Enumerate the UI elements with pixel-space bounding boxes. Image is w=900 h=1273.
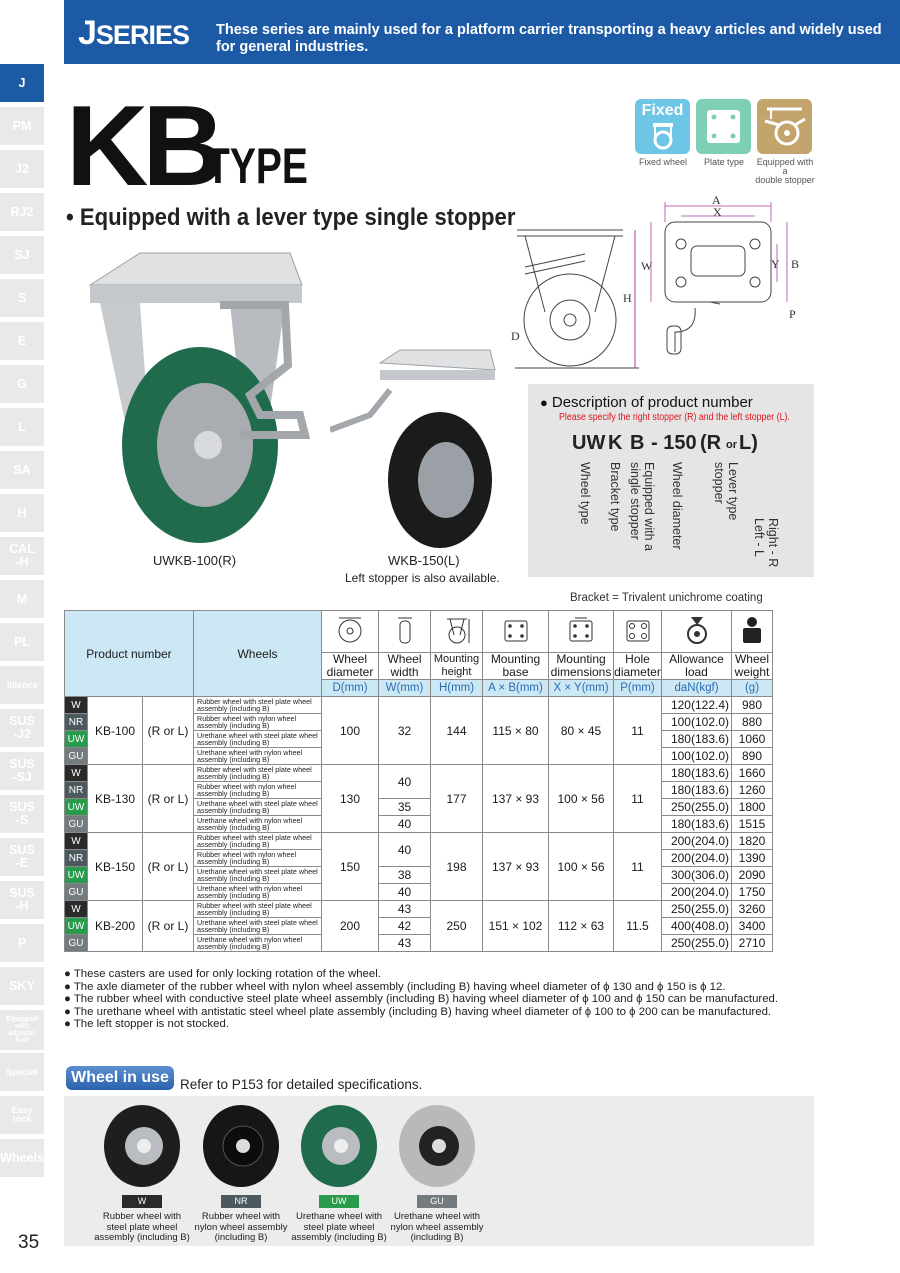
side-tab[interactable]: CAL -H	[0, 537, 44, 575]
weight-cell: 1800	[732, 799, 773, 816]
side-tab[interactable]: SUS -SJ	[0, 752, 44, 790]
wheel-desc-cell: Urethane wheel with steel plate wheel assembly (including B)	[194, 918, 322, 935]
wheel-code-cell: UW	[65, 799, 88, 816]
unit-hole: P(mm)	[614, 680, 662, 697]
model-cell: KB-130	[88, 765, 143, 833]
rl-cell: (R or L)	[143, 833, 194, 901]
col-wheel-weight: Wheel weight	[732, 653, 773, 680]
side-tab[interactable]: J	[0, 64, 44, 102]
wheel-in-use-ref: Refer to P153 for detailed specifications.	[180, 1077, 423, 1092]
dimension-drawing	[505, 192, 815, 372]
load-cell: 250(255.0)	[662, 799, 732, 816]
weight-cell: 1515	[732, 816, 773, 833]
wheel-desc-cell: Rubber wheel with nylon wheel assembly (including B)	[194, 782, 322, 799]
side-tab[interactable]: L	[0, 408, 44, 446]
plate-type-badge	[696, 99, 751, 154]
unit-base: A × B(mm)	[483, 680, 549, 697]
side-tab[interactable]: PM	[0, 107, 44, 145]
weight-cell: 1820	[732, 833, 773, 850]
load-cell: 250(255.0)	[662, 901, 732, 918]
height-cell: 177	[431, 765, 483, 833]
icon-mounting-dimensions	[549, 611, 614, 653]
badge-caption-plate: Plate type	[703, 157, 745, 167]
wheel-desc-cell: Rubber wheel with nylon wheel assembly (including B)	[194, 714, 322, 731]
description-note: Please specify the right stopper (R) and the left stopper (L).	[559, 412, 790, 423]
side-tab[interactable]: P	[0, 924, 44, 962]
note-item: ● The rubber wheel with conductive steel plate wheel assembly (including B) having wheel diameter of ϕ 100 and ϕ 150 can be manufactured.	[64, 993, 779, 1006]
side-tab[interactable]: J2	[0, 150, 44, 188]
weight-cell: 3400	[732, 918, 773, 935]
label-single-stopper: Equipped with a single stopper	[628, 462, 656, 551]
wheel-desc-cell: Urethane wheel with steel plate wheel assembly (including B)	[194, 799, 322, 816]
unit-width: W(mm)	[379, 680, 431, 697]
label-wheel-type: Wheel type	[578, 462, 592, 525]
weight-cell: 980	[732, 697, 773, 714]
badge-caption-double: Equipped with a double stopper	[755, 157, 815, 185]
load-cell: 100(102.0)	[662, 748, 732, 765]
wheel-code-cell: W	[65, 901, 88, 918]
weight-cell: 3260	[732, 901, 773, 918]
width-cell: 32	[379, 697, 431, 765]
hole-cell: 11	[614, 697, 662, 765]
base-cell: 137 × 93	[483, 765, 549, 833]
type-title-kb: KB	[66, 83, 219, 210]
rl-cell: (R or L)	[143, 697, 194, 765]
width-cell: 38	[379, 867, 431, 884]
dim-label-y: Y	[771, 257, 780, 271]
head-product-number: Product number	[65, 611, 194, 697]
wheel-desc-cell: Urethane wheel with steel plate wheel assembly (including B)	[194, 731, 322, 748]
wheel-code-cell: NR	[65, 714, 88, 731]
load-cell: 100(102.0)	[662, 714, 732, 731]
wheel-photo-uw	[301, 1105, 377, 1187]
side-tab[interactable]: SUS -E	[0, 838, 44, 876]
wheel-code-cell: GU	[65, 884, 88, 901]
wheel-code-cell: UW	[65, 867, 88, 884]
col-wheel-diameter: Wheel diameter	[322, 653, 379, 680]
side-tab[interactable]: Silence	[0, 666, 44, 704]
wheel-desc-cell: Urethane wheel with nylon wheel assembly (including B)	[194, 748, 322, 765]
wheel-code-cell: GU	[65, 935, 88, 952]
plate-icon	[696, 99, 751, 154]
col-mounting-base: Mounting base	[483, 653, 549, 680]
model-cell: KB-200	[88, 901, 143, 952]
side-tab[interactable]: RJ2	[0, 193, 44, 231]
diameter-cell: 150	[322, 833, 379, 901]
side-tab[interactable]: Special	[0, 1053, 44, 1091]
width-cell: 35	[379, 799, 431, 816]
col-allowance-load: Allowance load	[662, 653, 732, 680]
height-cell: 198	[431, 833, 483, 901]
load-cell: 200(204.0)	[662, 833, 732, 850]
weight-cell: 1750	[732, 884, 773, 901]
load-cell: 200(204.0)	[662, 850, 732, 867]
col-mounting-dimensions: Mounting dimensions	[549, 653, 614, 680]
diameter-cell: 100	[322, 697, 379, 765]
dims-cell: 100 × 56	[549, 765, 614, 833]
caster-photo-large	[80, 245, 310, 555]
width-cell: 40	[379, 884, 431, 901]
weight-cell: 890	[732, 748, 773, 765]
wheel-desc-cell: Urethane wheel with nylon wheel assembly (including B)	[194, 935, 322, 952]
note-item: ● The urethane wheel with antistatic steel wheel plate assembly (including B) having wheel diameter of ϕ 100 to ϕ 200 can be manufactured.	[64, 1005, 772, 1018]
load-cell: 180(183.6)	[662, 782, 732, 799]
width-cell: 40	[379, 765, 431, 799]
wheel-desc-cell: Urethane wheel with nylon wheel assembly (including B)	[194, 816, 322, 833]
wheel-desc-cell: Rubber wheel with steel plate wheel assembly (including B)	[194, 833, 322, 850]
dim-label-x: X	[713, 205, 722, 219]
width-cell: 40	[379, 816, 431, 833]
wheel-code-cell: NR	[65, 850, 88, 867]
photo-caption-left: UWKB-100(R)	[153, 553, 237, 568]
rl-cell: (R or L)	[143, 901, 194, 952]
code-part-l: L)	[739, 432, 758, 454]
note-item: ● The axle diameter of the rubber wheel with nylon wheel assembly (including B) having wheel diameter of ϕ 130 and ϕ 150 is ϕ 12.	[64, 980, 726, 993]
page-number: 35	[18, 1232, 40, 1253]
label-bracket-type: Bracket type	[608, 462, 622, 532]
dims-cell: 112 × 63	[549, 901, 614, 952]
diameter-cell: 200	[322, 901, 379, 952]
load-cell: 200(204.0)	[662, 884, 732, 901]
double-stopper-badge	[757, 99, 812, 154]
weight-cell: 2710	[732, 935, 773, 952]
rl-cell: (R or L)	[143, 765, 194, 833]
icon-wheel-weight	[732, 611, 773, 653]
double-stopper-icon	[757, 99, 812, 154]
wheel-desc-cell: Rubber wheel with steel plate wheel assembly (including B)	[194, 697, 322, 714]
feature-line: • Equipped with a lever type single stopper	[66, 204, 516, 231]
base-cell: 137 × 93	[483, 833, 549, 901]
hole-cell: 11	[614, 833, 662, 901]
product-number-description	[528, 384, 814, 577]
note-item: ● The left stopper is not stocked.	[64, 1018, 229, 1031]
col-hole-diameter: Hole diameter	[614, 652, 661, 679]
wheel-code-cell: W	[65, 697, 88, 714]
wheel-code-cell: GU	[65, 816, 88, 833]
side-tab[interactable]: SUS -J2	[0, 709, 44, 747]
wheel-code-w: W	[122, 1195, 162, 1208]
dims-cell: 80 × 45	[549, 697, 614, 765]
width-cell: 40	[379, 833, 431, 867]
load-cell: 250(255.0)	[662, 935, 732, 952]
unit-dimensions: X × Y(mm)	[549, 680, 614, 697]
code-part-uw: UW	[572, 432, 606, 454]
icon-wheel-width	[379, 611, 431, 653]
spec-table	[64, 610, 773, 952]
height-cell: 144	[431, 697, 483, 765]
wheel-code-cell: UW	[65, 918, 88, 935]
side-tab[interactable]: S	[0, 279, 44, 317]
wheel-caption-nr: Rubber wheel with nylon wheel assembly (including B)	[194, 1211, 288, 1243]
hole-cell: 11.5	[614, 901, 662, 952]
wheel-code-cell: UW	[65, 731, 88, 748]
wheel-photo-nr	[203, 1105, 279, 1187]
code-part-or: or	[726, 439, 737, 451]
weight-cell: 1390	[732, 850, 773, 867]
series-description: These series are mainly used for a platform carrier transporting a heavy articles and widely used for general industries.	[216, 22, 882, 55]
wheel-in-use-label: Wheel in use	[66, 1066, 174, 1090]
unit-height: H(mm)	[431, 680, 483, 697]
wheel-desc-cell: Rubber wheel with steel plate wheel assembly (including B)	[194, 901, 322, 918]
model-cell: KB-150	[88, 833, 143, 901]
side-tab[interactable]: SUS -S	[0, 795, 44, 833]
weight-cell: 1260	[732, 782, 773, 799]
dim-label-w: W	[641, 259, 653, 273]
wheel-caption-gu: Urethane wheel with nylon wheel assembly (including B)	[390, 1211, 484, 1243]
weight-cell: 1660	[732, 765, 773, 782]
col-wheel-width: Wheel width	[379, 653, 431, 680]
side-tab[interactable]: H	[0, 494, 44, 532]
side-tab[interactable]: Wheels	[0, 1139, 44, 1177]
load-cell: 300(306.0)	[662, 867, 732, 884]
diameter-cell: 130	[322, 765, 379, 833]
dim-label-h: H	[623, 291, 632, 305]
wheel-code-gu: GU	[417, 1195, 457, 1208]
side-tab[interactable]: SUS -H	[0, 881, 44, 919]
load-cell: 180(183.6)	[662, 731, 732, 748]
description-heading: ● Description of product number	[540, 394, 753, 411]
series-title: JSERIES	[78, 14, 189, 52]
width-cell: 42	[379, 918, 431, 935]
hole-cell: 11	[614, 765, 662, 833]
side-tab[interactable]: E	[0, 322, 44, 360]
icon-hole-diameter	[614, 611, 662, 653]
code-part-r: (R	[700, 432, 722, 454]
wheel-caption-uw: Urethane wheel with steel plate wheel assembly (including B)	[291, 1211, 387, 1243]
side-tab[interactable]: SJ	[0, 236, 44, 274]
base-cell: 115 × 80	[483, 697, 549, 765]
col-mounting-height: Mounting height	[431, 653, 483, 680]
wheel-photo-gu	[399, 1105, 475, 1187]
note-item: ● These casters are used for only locking rotation of the wheel.	[64, 968, 381, 980]
model-cell: KB-100	[88, 697, 143, 765]
label-left: Left - L	[752, 518, 766, 557]
icon-allowance-load	[662, 611, 732, 653]
photo-note: Left stopper is also available.	[345, 571, 500, 585]
label-wheel-diameter: Wheel diameter	[670, 462, 684, 550]
weight-cell: 880	[732, 714, 773, 731]
side-tab[interactable]: SA	[0, 451, 44, 489]
bracket-note: Bracket = Trivalent unichrome coating	[570, 592, 763, 604]
unit-diameter: D(mm)	[322, 680, 379, 697]
caster-photo-small	[330, 345, 500, 555]
notes	[64, 968, 778, 1031]
head-wheels: Wheels	[194, 611, 322, 697]
weight-cell: 2090	[732, 867, 773, 884]
height-cell: 250	[431, 901, 483, 952]
dim-label-d: D	[511, 329, 520, 343]
wheel-desc-cell: Rubber wheel with nylon wheel assembly (including B)	[194, 850, 322, 867]
dim-label-p: P	[789, 307, 796, 321]
table-row	[65, 833, 773, 850]
fixed-caster-icon	[635, 99, 690, 154]
load-cell: 180(183.6)	[662, 816, 732, 833]
wheel-code-uw: UW	[319, 1195, 359, 1208]
icon-wheel-diameter	[322, 611, 379, 653]
side-tab[interactable]: G	[0, 365, 44, 403]
unit-load: daN(kgf)	[662, 680, 732, 697]
dim-label-b: B	[791, 257, 800, 271]
label-right: Right - R	[766, 518, 780, 568]
unit-weight: (g)	[732, 680, 773, 697]
load-cell: 400(408.0)	[662, 918, 732, 935]
fixed-wheel-badge: Fixed	[635, 99, 690, 154]
load-cell: 180(183.6)	[662, 765, 732, 782]
wheel-code-cell: NR	[65, 782, 88, 799]
wheel-code-cell: GU	[65, 748, 88, 765]
dim-label-a: A	[712, 193, 721, 207]
load-cell: 120(122.4)	[662, 697, 732, 714]
photo-caption-right: WKB-150(L)	[388, 553, 460, 568]
side-tab[interactable]: M	[0, 580, 44, 618]
side-tab[interactable]: Equipped with adjuster foot	[0, 1010, 44, 1050]
wheel-photo-w	[104, 1105, 180, 1187]
side-tab[interactable]: Easy lock	[0, 1096, 44, 1134]
table-row	[65, 697, 773, 714]
wheel-caption-w: Rubber wheel with steel plate wheel assembly (including B)	[94, 1211, 190, 1243]
dims-cell: 100 × 56	[549, 833, 614, 901]
series-header	[64, 0, 900, 64]
code-part-diameter: - 150	[651, 432, 697, 454]
side-tab[interactable]: PL	[0, 623, 44, 661]
icon-mounting-base	[483, 611, 549, 653]
wheel-code-cell: W	[65, 765, 88, 782]
table-row	[65, 901, 773, 918]
wheel-desc-cell: Urethane wheel with steel plate wheel assembly (including B)	[194, 867, 322, 884]
badge-caption-fixed: Fixed wheel	[638, 157, 688, 167]
wheel-code-nr: NR	[221, 1195, 261, 1208]
code-part-k: K	[608, 432, 623, 454]
wheel-code-cell: W	[65, 833, 88, 850]
wheel-desc-cell: Rubber wheel with steel plate wheel assembly (including B)	[194, 765, 322, 782]
icon-mounting-height	[431, 611, 483, 653]
width-cell: 43	[379, 935, 431, 952]
table-row	[65, 765, 773, 782]
weight-cell: 1060	[732, 731, 773, 748]
label-lever-stopper: Lever type stopper	[712, 462, 740, 521]
code-part-b: B	[630, 432, 645, 454]
width-cell: 43	[379, 901, 431, 918]
type-title-suffix: TYPE	[206, 138, 308, 194]
side-tab[interactable]: SKY	[0, 967, 44, 1005]
base-cell: 151 × 102	[483, 901, 549, 952]
wheel-desc-cell: Urethane wheel with nylon wheel assembly (including B)	[194, 884, 322, 901]
